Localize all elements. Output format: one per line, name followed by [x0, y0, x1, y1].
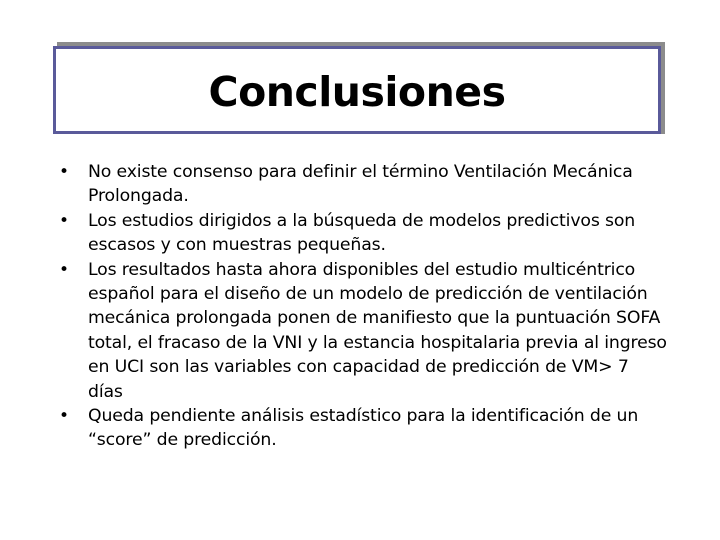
bullet-list	[58, 160, 668, 453]
bullet-item-3	[58, 258, 668, 404]
bullet-text-4: Queda pendiente análisis estadístico para la identificación de un “score” de predicción.	[88, 406, 639, 451]
bullet-text-1: No existe consenso para definir el término Ventilación Mecánica Prolongada.	[88, 162, 633, 207]
bullet-item-1	[58, 160, 668, 209]
bullet-text-2: Los estudios dirigidos a la búsqueda de modelos predictivos son escasos y con muestras pequeñas.	[88, 210, 636, 256]
bullet-dot-icon: •	[59, 210, 69, 231]
bullet-item-2	[58, 209, 668, 258]
bullet-text-3: Los resultados hasta ahora disponibles del estudio multicéntrico español para el diseño de un modelo de predicción de ventilación mecánica prolongada ponen de manifiesto que la puntuación SOFA total, el fracaso de la VNI y la estancia hospitalaria previa al ingreso en UCI son las variables con capacidad de predicción de VM> 7 días	[88, 259, 667, 402]
bullet-dot-icon: •	[59, 162, 69, 182]
bullet-dot-icon: •	[59, 406, 69, 427]
title-box	[53, 46, 661, 134]
slide-title: Conclusiones	[208, 68, 506, 116]
bullet-item-4	[58, 404, 668, 453]
bullet-dot-icon: •	[59, 259, 69, 280]
